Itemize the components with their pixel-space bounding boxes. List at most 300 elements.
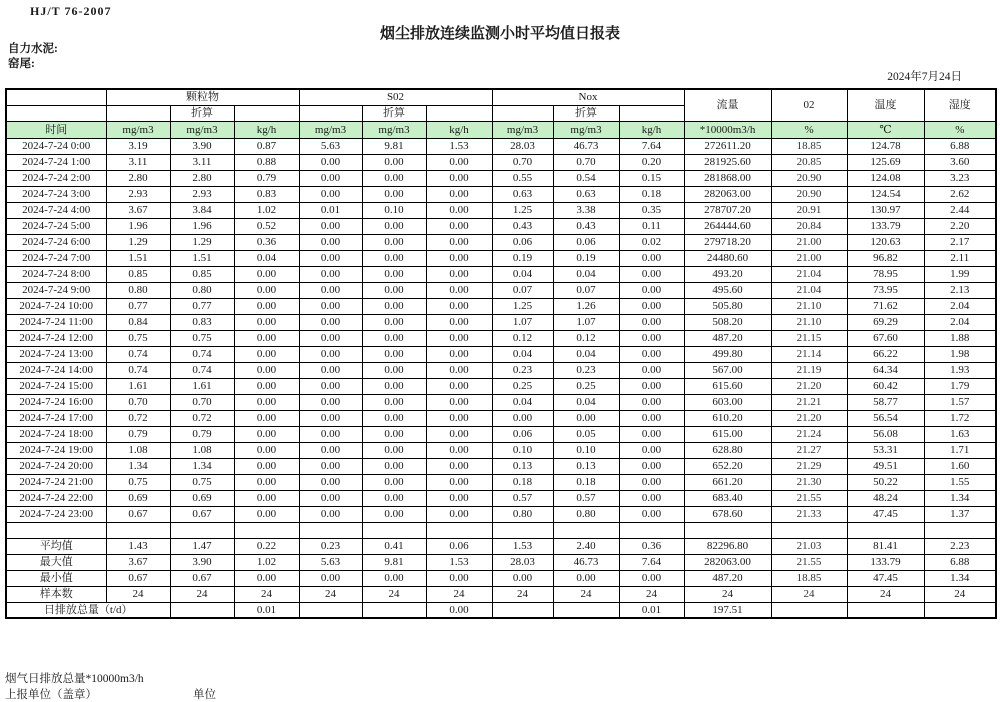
value-cell: 0.63: [492, 186, 553, 202]
unit-row: [6, 121, 996, 138]
value-cell: 56.08: [847, 426, 924, 442]
value-cell: 0.00: [619, 266, 684, 282]
value-cell: 0.00: [362, 186, 426, 202]
value-cell: 495.60: [684, 282, 771, 298]
summary-value-cell: 0.22: [234, 538, 299, 554]
value-cell: 28.03: [492, 138, 553, 154]
value-cell: 2.44: [924, 202, 996, 218]
value-cell: 0.67: [170, 506, 234, 522]
summary-value-cell: 24: [170, 586, 234, 602]
value-cell: 0.18: [553, 474, 619, 490]
unit-label: 单位: [193, 689, 216, 701]
summary-value-cell: 0.00: [362, 570, 426, 586]
value-cell: 0.00: [426, 218, 492, 234]
table-row: [6, 378, 996, 394]
value-cell: 0.80: [170, 282, 234, 298]
company-name: 自力水泥:: [8, 43, 58, 55]
value-cell: 493.20: [684, 266, 771, 282]
value-cell: 0.06: [553, 234, 619, 250]
value-cell: 0.00: [619, 458, 684, 474]
value-cell: 21.15: [771, 330, 847, 346]
value-cell: 0.75: [170, 474, 234, 490]
value-cell: 1.29: [106, 234, 170, 250]
value-cell: 1.63: [924, 426, 996, 442]
value-cell: 20.91: [771, 202, 847, 218]
value-cell: 0.04: [492, 266, 553, 282]
value-cell: 1.61: [170, 378, 234, 394]
value-cell: 0.00: [362, 170, 426, 186]
unit-cell: mg/m3: [362, 121, 426, 138]
value-cell: 0.43: [492, 218, 553, 234]
table-row: [6, 250, 996, 266]
value-cell: 1.02: [234, 202, 299, 218]
value-cell: 0.00: [299, 282, 362, 298]
group-header-so2: S02: [299, 89, 492, 105]
value-cell: 0.00: [299, 218, 362, 234]
value-cell: 0.00: [299, 314, 362, 330]
value-cell: 21.30: [771, 474, 847, 490]
value-cell: 0.80: [492, 506, 553, 522]
value-cell: 1.07: [492, 314, 553, 330]
value-cell: 2.17: [924, 234, 996, 250]
unit-cell: kg/h: [234, 121, 299, 138]
blank-cell: [847, 522, 924, 538]
value-cell: 0.10: [492, 442, 553, 458]
value-cell: 0.00: [619, 410, 684, 426]
value-cell: 0.00: [619, 298, 684, 314]
summary-value-cell: 6.88: [924, 554, 996, 570]
value-cell: 0.00: [426, 170, 492, 186]
value-cell: 487.20: [684, 330, 771, 346]
table-row: [6, 138, 996, 154]
value-cell: 0.75: [106, 474, 170, 490]
value-cell: 0.00: [619, 362, 684, 378]
value-cell: 0.00: [426, 202, 492, 218]
value-cell: 0.00: [234, 346, 299, 362]
summary-value-cell: 24: [771, 586, 847, 602]
value-cell: 124.08: [847, 170, 924, 186]
value-cell: 0.00: [299, 250, 362, 266]
value-cell: 2.62: [924, 186, 996, 202]
time-cell: 2024-7-24 9:00: [6, 282, 106, 298]
summary-value-cell: 24: [684, 586, 771, 602]
value-cell: 0.00: [299, 378, 362, 394]
value-cell: 0.00: [234, 330, 299, 346]
value-cell: 0.18: [619, 186, 684, 202]
value-cell: 0.00: [299, 490, 362, 506]
time-cell: 2024-7-24 22:00: [6, 490, 106, 506]
value-cell: 0.00: [299, 154, 362, 170]
value-cell: 508.20: [684, 314, 771, 330]
daily-total-value-cell: [492, 602, 553, 618]
group-header-pm: 颗粒物: [106, 89, 299, 105]
value-cell: 2.80: [106, 170, 170, 186]
value-cell: 1.88: [924, 330, 996, 346]
summary-value-cell: 24: [234, 586, 299, 602]
value-cell: 0.83: [234, 186, 299, 202]
value-cell: 0.00: [299, 458, 362, 474]
value-cell: 21.29: [771, 458, 847, 474]
time-cell: 2024-7-24 6:00: [6, 234, 106, 250]
table-row: [6, 362, 996, 378]
value-cell: 0.00: [426, 282, 492, 298]
value-cell: 0.80: [106, 282, 170, 298]
blank-cell: [106, 105, 170, 121]
value-cell: 1.25: [492, 202, 553, 218]
value-cell: 279718.20: [684, 234, 771, 250]
value-cell: 2.04: [924, 314, 996, 330]
time-cell: 2024-7-24 17:00: [6, 410, 106, 426]
value-cell: 0.43: [553, 218, 619, 234]
value-cell: 0.52: [234, 218, 299, 234]
summary-value-cell: 282063.00: [684, 554, 771, 570]
summary-value-cell: 1.53: [426, 554, 492, 570]
header-row-groups: [6, 89, 996, 105]
summary-row: [6, 586, 996, 602]
summary-value-cell: 18.85: [771, 570, 847, 586]
value-cell: 0.00: [362, 330, 426, 346]
value-cell: 0.13: [553, 458, 619, 474]
value-cell: 0.23: [492, 362, 553, 378]
daily-total-value-cell: [924, 602, 996, 618]
value-cell: 0.67: [106, 506, 170, 522]
summary-value-cell: 21.55: [771, 554, 847, 570]
value-cell: 1.51: [170, 250, 234, 266]
value-cell: 96.82: [847, 250, 924, 266]
summary-label-cell: 最大值: [6, 554, 106, 570]
summary-value-cell: 24: [847, 586, 924, 602]
value-cell: 0.36: [234, 234, 299, 250]
table-row: [6, 202, 996, 218]
time-header: 时间: [6, 121, 106, 138]
value-cell: 0.00: [619, 282, 684, 298]
value-cell: 21.20: [771, 378, 847, 394]
value-cell: 0.00: [426, 506, 492, 522]
value-cell: 0.00: [619, 346, 684, 362]
table-row: [6, 234, 996, 250]
value-cell: 603.00: [684, 394, 771, 410]
value-cell: 0.00: [299, 426, 362, 442]
summary-value-cell: 1.02: [234, 554, 299, 570]
value-cell: 20.85: [771, 154, 847, 170]
value-cell: 1.25: [492, 298, 553, 314]
value-cell: 1.51: [106, 250, 170, 266]
value-cell: 0.00: [299, 410, 362, 426]
value-cell: 281925.60: [684, 154, 771, 170]
value-cell: 0.00: [234, 314, 299, 330]
table-row: [6, 426, 996, 442]
summary-value-cell: 24: [362, 586, 426, 602]
value-cell: 0.69: [106, 490, 170, 506]
daily-total-row: [6, 602, 996, 618]
value-cell: 21.33: [771, 506, 847, 522]
summary-value-cell: 0.00: [299, 570, 362, 586]
value-cell: 66.22: [847, 346, 924, 362]
time-cell: 2024-7-24 4:00: [6, 202, 106, 218]
time-cell: 2024-7-24 18:00: [6, 426, 106, 442]
value-cell: 2.11: [924, 250, 996, 266]
value-cell: 0.83: [170, 314, 234, 330]
time-cell: 2024-7-24 12:00: [6, 330, 106, 346]
value-cell: 0.00: [299, 170, 362, 186]
value-cell: 124.78: [847, 138, 924, 154]
value-cell: 0.00: [619, 442, 684, 458]
time-cell: 2024-7-24 23:00: [6, 506, 106, 522]
value-cell: 0.85: [106, 266, 170, 282]
time-cell: 2024-7-24 3:00: [6, 186, 106, 202]
value-cell: 73.95: [847, 282, 924, 298]
value-cell: 0.04: [553, 394, 619, 410]
value-cell: 0.19: [492, 250, 553, 266]
summary-value-cell: 1.53: [492, 538, 553, 554]
value-cell: 0.88: [234, 154, 299, 170]
value-cell: 0.79: [170, 426, 234, 442]
value-cell: 0.77: [106, 298, 170, 314]
value-cell: 24480.60: [684, 250, 771, 266]
value-cell: 1.53: [426, 138, 492, 154]
value-cell: 21.10: [771, 314, 847, 330]
summary-value-cell: 24: [426, 586, 492, 602]
daily-total-value-cell: [170, 602, 234, 618]
value-cell: 1.79: [924, 378, 996, 394]
value-cell: 0.04: [492, 394, 553, 410]
value-cell: 0.00: [299, 234, 362, 250]
summary-value-cell: 21.03: [771, 538, 847, 554]
summary-value-cell: 3.67: [106, 554, 170, 570]
value-cell: 0.20: [619, 154, 684, 170]
table-row: [6, 218, 996, 234]
value-cell: 0.00: [299, 442, 362, 458]
value-cell: 0.04: [553, 346, 619, 362]
value-cell: 21.27: [771, 442, 847, 458]
reporting-unit-label: 上报单位（盖章）: [5, 689, 97, 701]
value-cell: 3.67: [106, 202, 170, 218]
summary-value-cell: 0.00: [492, 570, 553, 586]
value-cell: 0.00: [426, 186, 492, 202]
daily-total-value-cell: 0.01: [234, 602, 299, 618]
value-cell: 0.00: [426, 474, 492, 490]
blank-cell: [234, 105, 299, 121]
value-cell: 0.25: [553, 378, 619, 394]
value-cell: 58.77: [847, 394, 924, 410]
blank-cell: [6, 105, 106, 121]
summary-value-cell: 9.81: [362, 554, 426, 570]
value-cell: 0.74: [106, 362, 170, 378]
summary-label-cell: 样本数: [6, 586, 106, 602]
summary-value-cell: 24: [106, 586, 170, 602]
converted-label-nox: 折算: [553, 105, 619, 121]
summary-value-cell: 0.06: [426, 538, 492, 554]
summary-value-cell: 0.36: [619, 538, 684, 554]
value-cell: 1.26: [553, 298, 619, 314]
value-cell: 0.00: [362, 298, 426, 314]
table-row: [6, 490, 996, 506]
value-cell: 0.00: [362, 490, 426, 506]
value-cell: 0.00: [426, 410, 492, 426]
value-cell: 0.00: [234, 474, 299, 490]
value-cell: 652.20: [684, 458, 771, 474]
value-cell: 3.84: [170, 202, 234, 218]
summary-value-cell: 0.00: [553, 570, 619, 586]
summary-value-cell: 0.67: [170, 570, 234, 586]
summary-value-cell: 0.67: [106, 570, 170, 586]
blank-cell: [684, 522, 771, 538]
daily-total-value-cell: [362, 602, 426, 618]
summary-value-cell: 487.20: [684, 570, 771, 586]
value-cell: 0.00: [553, 410, 619, 426]
summary-value-cell: 24: [619, 586, 684, 602]
value-cell: 0.00: [492, 410, 553, 426]
value-cell: 0.85: [170, 266, 234, 282]
value-cell: 0.74: [170, 362, 234, 378]
value-cell: 0.00: [299, 266, 362, 282]
summary-value-cell: 46.73: [553, 554, 619, 570]
table-row: [6, 186, 996, 202]
time-cell: 2024-7-24 19:00: [6, 442, 106, 458]
blank-cell: [234, 522, 299, 538]
value-cell: 0.25: [492, 378, 553, 394]
value-cell: 0.00: [619, 474, 684, 490]
value-cell: 0.05: [553, 426, 619, 442]
value-cell: 0.00: [234, 506, 299, 522]
blank-cell: [771, 522, 847, 538]
value-cell: 610.20: [684, 410, 771, 426]
value-cell: 3.60: [924, 154, 996, 170]
value-cell: 0.00: [426, 362, 492, 378]
value-cell: 278707.20: [684, 202, 771, 218]
value-cell: 0.00: [362, 474, 426, 490]
value-cell: 0.00: [426, 330, 492, 346]
value-cell: 0.15: [619, 170, 684, 186]
value-cell: 0.35: [619, 202, 684, 218]
value-cell: 0.07: [553, 282, 619, 298]
value-cell: 18.85: [771, 138, 847, 154]
value-cell: 0.87: [234, 138, 299, 154]
value-cell: 2.80: [170, 170, 234, 186]
blank-cell: [553, 522, 619, 538]
value-cell: 0.00: [362, 506, 426, 522]
value-cell: 1.34: [106, 458, 170, 474]
daily-total-value-cell: [553, 602, 619, 618]
summary-value-cell: 5.63: [299, 554, 362, 570]
value-cell: 0.00: [426, 426, 492, 442]
table-row: [6, 330, 996, 346]
daily-total-value-cell: [299, 602, 362, 618]
value-cell: 0.06: [492, 234, 553, 250]
value-cell: 0.00: [362, 410, 426, 426]
value-cell: 21.20: [771, 410, 847, 426]
value-cell: 0.55: [492, 170, 553, 186]
value-cell: 567.00: [684, 362, 771, 378]
value-cell: 0.10: [362, 202, 426, 218]
daily-total-value-cell: 0.01: [619, 602, 684, 618]
unit-cell: %: [924, 121, 996, 138]
daily-total-value-cell: 0.00: [426, 602, 492, 618]
value-cell: 0.00: [299, 330, 362, 346]
value-cell: 130.97: [847, 202, 924, 218]
time-cell: 2024-7-24 11:00: [6, 314, 106, 330]
value-cell: 1.93: [924, 362, 996, 378]
value-cell: 1.08: [170, 442, 234, 458]
time-cell: 2024-7-24 15:00: [6, 378, 106, 394]
value-cell: 21.00: [771, 234, 847, 250]
value-cell: 1.96: [170, 218, 234, 234]
summary-row: [6, 538, 996, 554]
value-cell: 0.70: [170, 394, 234, 410]
value-cell: 0.00: [619, 426, 684, 442]
summary-row: [6, 570, 996, 586]
value-cell: 3.11: [106, 154, 170, 170]
value-cell: 2.04: [924, 298, 996, 314]
blank-cell: [492, 522, 553, 538]
value-cell: 0.00: [362, 154, 426, 170]
value-cell: 0.00: [234, 458, 299, 474]
value-cell: 0.75: [170, 330, 234, 346]
value-cell: 264444.60: [684, 218, 771, 234]
value-cell: 0.00: [619, 394, 684, 410]
value-cell: 0.00: [234, 426, 299, 442]
summary-value-cell: 47.45: [847, 570, 924, 586]
table-row: [6, 410, 996, 426]
value-cell: 0.74: [106, 346, 170, 362]
value-cell: 56.54: [847, 410, 924, 426]
blank-cell: [492, 105, 553, 121]
summary-value-cell: 24: [492, 586, 553, 602]
value-cell: 0.13: [492, 458, 553, 474]
value-cell: 0.00: [234, 378, 299, 394]
value-cell: 0.00: [619, 506, 684, 522]
value-cell: 21.10: [771, 298, 847, 314]
value-cell: 21.14: [771, 346, 847, 362]
converted-label-so2: 折算: [362, 105, 426, 121]
time-cell: 2024-7-24 21:00: [6, 474, 106, 490]
value-cell: 0.00: [234, 394, 299, 410]
value-cell: 47.45: [847, 506, 924, 522]
table-row: [6, 394, 996, 410]
converted-label-pm: 折算: [170, 105, 234, 121]
value-cell: 505.80: [684, 298, 771, 314]
time-cell: 2024-7-24 5:00: [6, 218, 106, 234]
value-cell: 21.21: [771, 394, 847, 410]
value-cell: 0.18: [492, 474, 553, 490]
value-cell: 0.00: [362, 218, 426, 234]
value-cell: 0.70: [106, 394, 170, 410]
summary-value-cell: 7.64: [619, 554, 684, 570]
value-cell: 9.81: [362, 138, 426, 154]
blank-cell: [924, 522, 996, 538]
value-cell: 0.00: [426, 154, 492, 170]
value-cell: 0.79: [234, 170, 299, 186]
table-row: [6, 298, 996, 314]
value-cell: 0.04: [553, 266, 619, 282]
blank-cell: [426, 522, 492, 538]
time-cell: 2024-7-24 16:00: [6, 394, 106, 410]
unit-cell: mg/m3: [170, 121, 234, 138]
value-cell: 0.10: [553, 442, 619, 458]
value-cell: 78.95: [847, 266, 924, 282]
value-cell: 1.57: [924, 394, 996, 410]
flue-gas-total-note: 烟气日排放总量*10000m3/h: [5, 673, 144, 685]
table-row: [6, 170, 996, 186]
value-cell: 0.00: [362, 346, 426, 362]
blank-cell: [426, 105, 492, 121]
value-cell: 0.02: [619, 234, 684, 250]
summary-value-cell: 0.00: [619, 570, 684, 586]
value-cell: 0.06: [492, 426, 553, 442]
value-cell: 3.23: [924, 170, 996, 186]
value-cell: 0.00: [362, 362, 426, 378]
value-cell: 20.90: [771, 186, 847, 202]
